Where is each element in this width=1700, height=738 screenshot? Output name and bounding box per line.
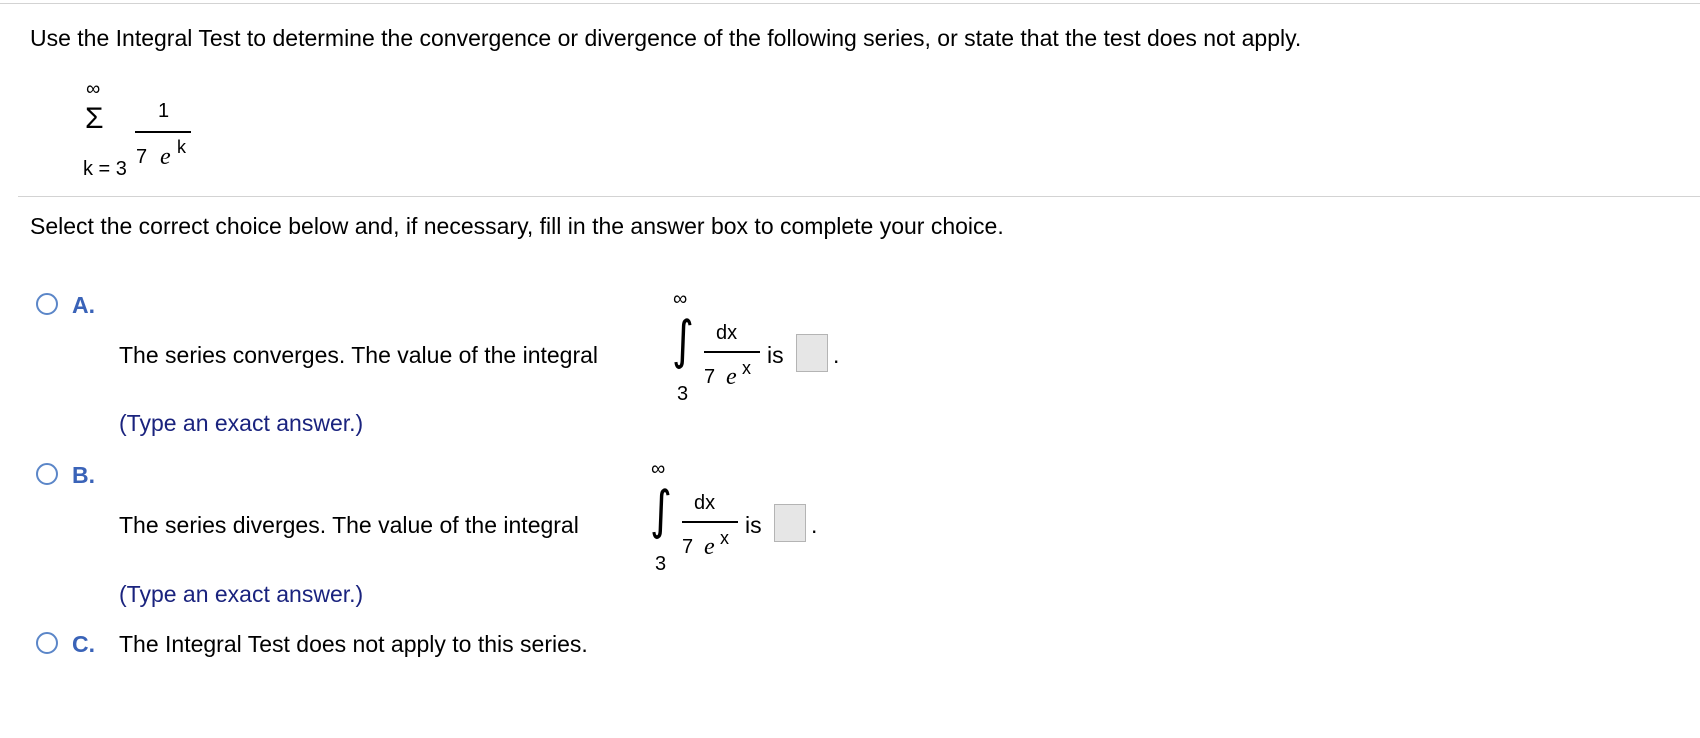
choice-a-period: . <box>833 342 840 368</box>
series-denominator-base: e <box>160 144 171 170</box>
choice-a-text: The series converges. The value of the integral <box>119 342 599 368</box>
sum-symbol: Σ <box>85 102 104 135</box>
series-denominator-exp: k <box>177 137 186 157</box>
top-divider <box>0 3 1700 4</box>
choice-b-denominator-base: e <box>704 534 715 560</box>
choice-b-integral-numerator: dx <box>694 492 716 514</box>
choice-b-fraction-bar <box>682 521 738 523</box>
choice-a-denominator-base: e <box>726 364 737 390</box>
choice-a-denominator-exp: x <box>742 358 751 378</box>
choice-c-letter[interactable]: C. <box>72 631 95 657</box>
choice-b-integral-upper: ∞ <box>651 458 666 480</box>
choice-b-denominator-coef: 7 <box>682 536 694 558</box>
choice-a-letter[interactable]: A. <box>72 292 95 318</box>
choice-b-is-label: is <box>745 512 762 538</box>
choice-a-fraction-bar <box>704 351 760 353</box>
choice-b-letter[interactable]: B. <box>72 462 95 488</box>
choice-b-text: The series diverges. The value of the integral <box>119 512 579 538</box>
integral-sign-icon: ∫ <box>650 479 672 541</box>
choice-a-integral-numerator: dx <box>716 322 738 344</box>
choice-b-period: . <box>811 512 818 538</box>
instruction-text: Select the correct choice below and, if necessary, fill in the answer box to complete your choice. <box>30 213 1004 239</box>
choice-a-denominator-coef: 7 <box>704 366 716 388</box>
choice-a-radio[interactable] <box>36 293 58 315</box>
choice-b-radio[interactable] <box>36 463 58 485</box>
choice-a-answer-box[interactable] <box>796 334 828 372</box>
series-upper-limit: ∞ <box>86 78 101 100</box>
choice-c-radio[interactable] <box>36 632 58 654</box>
choice-a-integral-lower: 3 <box>677 383 689 405</box>
question-prompt: Use the Integral Test to determine the convergence or divergence of the following series, or state that the test does not apply. <box>30 25 1302 51</box>
choice-b-hint: (Type an exact answer.) <box>119 581 364 607</box>
section-divider <box>18 196 1700 197</box>
choice-a-hint: (Type an exact answer.) <box>119 410 364 436</box>
choice-a-integral-upper: ∞ <box>673 288 688 310</box>
choice-a-is-label: is <box>767 342 784 368</box>
choice-b-integral-lower: 3 <box>655 553 667 575</box>
integral-sign-icon: ∫ <box>672 309 694 371</box>
series-fraction-bar <box>135 131 191 133</box>
series-denominator-coef: 7 <box>136 146 148 168</box>
choice-b-denominator-exp: x <box>720 528 729 548</box>
choice-c-text: The Integral Test does not apply to this series. <box>119 631 588 657</box>
series-lower-limit: k = 3 <box>83 158 127 180</box>
choice-b-answer-box[interactable] <box>774 504 806 542</box>
series-numerator: 1 <box>158 100 170 122</box>
